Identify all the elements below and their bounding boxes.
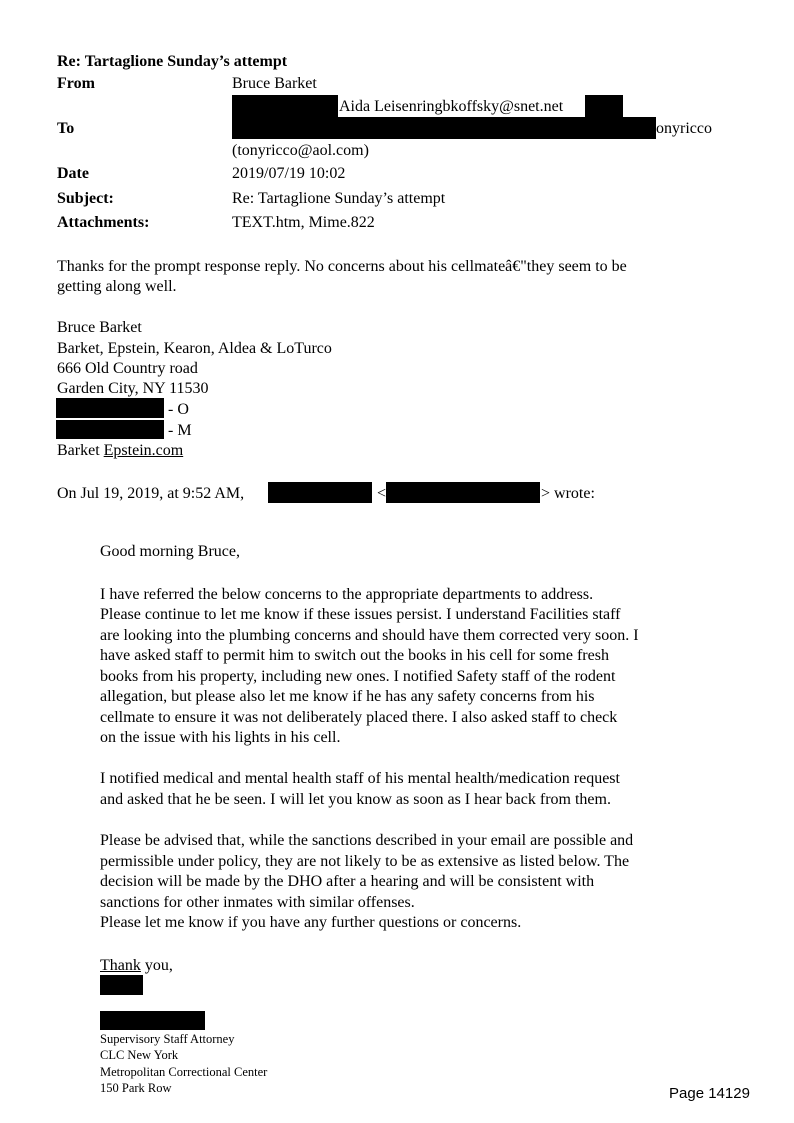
signature-firm: Barket, Epstein, Kearon, Aldea & LoTurco bbox=[57, 340, 332, 357]
redaction-box bbox=[386, 482, 540, 503]
quoted-para1-line: books from his property, including new ones. I notified Safety staff of the rodent bbox=[100, 668, 616, 685]
quoted-para1-line: cellmate to ensure it was not deliberately placed there. I also asked staff to check bbox=[100, 709, 618, 726]
quoted-header-open: < bbox=[377, 485, 387, 502]
quoted-closing bbox=[100, 956, 173, 976]
email-title: Re: Tartaglione Sunday’s attempt bbox=[57, 53, 288, 70]
quoted-para3-line: Please be advised that, while the sanctions described in your email are possible and bbox=[100, 832, 634, 849]
quoted-para3-line: permissible under policy, they are not likely to be as extensive as listed below. The bbox=[100, 853, 630, 870]
reply-line-2: getting along well. bbox=[57, 278, 177, 295]
quoted-para1-line: I have referred the below concerns to the appropriate departments to address. bbox=[100, 586, 594, 603]
quoted-para2-line: I notified medical and mental health staff of his mental health/medication request bbox=[100, 770, 620, 787]
redaction-box bbox=[56, 398, 164, 418]
quoted-sig-cutoff: 150 Park Row bbox=[100, 1081, 172, 1095]
signature-name: Bruce Barket bbox=[57, 319, 142, 336]
reply-line-1: Thanks for the prompt response reply. No concerns about his cellmateâ€"they seem to be bbox=[57, 258, 627, 275]
quoted-sig-cutoff-wrap bbox=[100, 1080, 300, 1095]
from-value: Bruce Barket bbox=[232, 75, 317, 92]
signature-web-link[interactable]: Epstein.com bbox=[103, 442, 184, 459]
subject-label: Subject: bbox=[57, 190, 114, 207]
quoted-closing-thank: Thank bbox=[100, 957, 141, 974]
quoted-sig-title: Supervisory Staff Attorney bbox=[100, 1032, 235, 1046]
quoted-para2-line: and asked that he be seen. I will let you know as soon as I hear back from them. bbox=[100, 791, 611, 808]
quoted-sig-center: Metropolitan Correctional Center bbox=[100, 1065, 268, 1079]
from-label: From bbox=[57, 75, 95, 92]
redaction-box bbox=[232, 95, 338, 117]
redaction-box bbox=[232, 117, 656, 139]
attachments-value: TEXT.htm, Mime.822 bbox=[232, 214, 375, 231]
quoted-para1-line: on the issue with his lights in his cell. bbox=[100, 729, 341, 746]
attachments-label: Attachments: bbox=[57, 214, 150, 231]
date-label: Date bbox=[57, 165, 89, 182]
to-email-line1 bbox=[339, 97, 567, 118]
redaction-box bbox=[100, 975, 143, 995]
quoted-para3-line: Please let me know if you have any further questions or concerns. bbox=[100, 914, 522, 931]
page-number: Page 14129 bbox=[669, 1085, 750, 1102]
signature-web-prefix: Barket bbox=[57, 442, 100, 459]
quoted-sig-org: CLC New York bbox=[100, 1048, 179, 1062]
quoted-greeting: Good morning Bruce, bbox=[100, 543, 240, 560]
signature-mobile: - M bbox=[168, 422, 192, 439]
quoted-para3-line: sanctions for other inmates with similar offenses. bbox=[100, 894, 415, 911]
redaction-box bbox=[585, 95, 623, 117]
to-line3: (tonyricco@aol.com) bbox=[232, 142, 369, 159]
to-line2-tail: onyricco bbox=[656, 120, 712, 137]
quoted-para1-line: have asked staff to permit him to switch out the books in his cell for some fresh bbox=[100, 647, 609, 664]
signature-web bbox=[57, 441, 183, 461]
quoted-para1-line: allegation, but please also let me know if he has any safety concerns from his bbox=[100, 688, 595, 705]
quoted-header-prefix: On Jul 19, 2019, at 9:52 AM, bbox=[57, 485, 245, 502]
redaction-box bbox=[268, 482, 372, 503]
to-email-text: Aida Leisenringbkoffsky@snet.net bbox=[339, 98, 564, 115]
signature-city: Garden City, NY 11530 bbox=[57, 380, 209, 397]
quoted-closing-rest: you, bbox=[140, 957, 173, 974]
signature-office: - O bbox=[168, 401, 189, 418]
to-label: To bbox=[57, 120, 75, 137]
redaction-box bbox=[100, 1011, 205, 1030]
quoted-para1-line: are looking into the plumbing concerns and should have them corrected very soon. I bbox=[100, 627, 639, 644]
subject-value: Re: Tartaglione Sunday’s attempt bbox=[232, 190, 446, 207]
quoted-para1-line: Please continue to let me know if these issues persist. I understand Facilities staff bbox=[100, 606, 621, 623]
date-value: 2019/07/19 10:02 bbox=[232, 165, 346, 182]
signature-street: 666 Old Country road bbox=[57, 360, 198, 377]
quoted-header-suffix: > wrote: bbox=[541, 485, 595, 502]
redaction-box bbox=[56, 420, 164, 439]
quoted-para3-line: decision will be made by the DHO after a hearing and will be consistent with bbox=[100, 873, 595, 890]
